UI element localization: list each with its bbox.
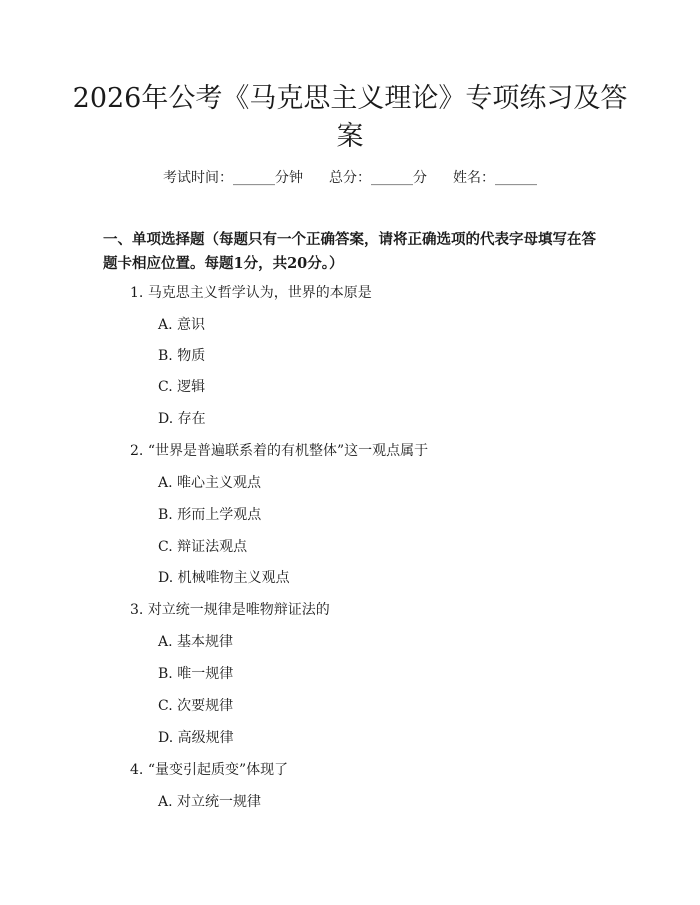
option-text: 对立统一规律 [177, 794, 262, 810]
question-2 [130, 441, 428, 461]
section-heading: 一、单项选择题（每题只有一个正确答案，请将正确选项的代表字母填写在答题卡相应位置。每题1分，共20分。） [103, 231, 596, 272]
option-text: 物质 [177, 348, 206, 364]
question-number: 2. [130, 443, 144, 459]
option-text: 存在 [177, 411, 206, 427]
question-text: 对立统一规律是唯物辩证法的 [147, 602, 330, 618]
option-1c[interactable] [158, 377, 205, 397]
option-text: 形而上学观点 [177, 507, 262, 523]
option-2a[interactable] [158, 473, 261, 493]
option-text: 次要规律 [177, 698, 234, 714]
option-letter: A. [158, 475, 173, 491]
option-3c[interactable] [158, 696, 233, 716]
question-text: “世界是普遍联系着的有机整体”这一观点属于 [147, 443, 429, 459]
option-letter: D. [158, 411, 174, 427]
option-text: 意识 [177, 317, 206, 333]
option-4a[interactable] [158, 792, 261, 812]
option-letter: C. [158, 539, 173, 555]
option-3d[interactable] [158, 728, 234, 748]
question-number: 4. [130, 762, 144, 778]
option-letter: A. [158, 317, 173, 333]
option-3a[interactable] [158, 632, 233, 652]
option-text: 机械唯物主义观点 [177, 570, 290, 586]
option-1d[interactable] [158, 409, 206, 429]
option-letter: D. [158, 570, 174, 586]
option-2d[interactable] [158, 568, 290, 588]
option-letter: C. [158, 379, 173, 395]
question-4 [130, 760, 288, 780]
exam-meta [0, 168, 700, 188]
option-letter: A. [158, 634, 173, 650]
option-1a[interactable] [158, 315, 205, 335]
option-text: 唯心主义观点 [177, 475, 262, 491]
name-label: 姓名：______ [453, 170, 537, 186]
question-text: “量变引起质变”体现了 [147, 762, 289, 778]
question-3 [130, 600, 330, 620]
option-letter: A. [158, 794, 173, 810]
option-1b[interactable] [158, 346, 205, 366]
option-letter: B. [158, 666, 173, 682]
option-text: 唯一规律 [177, 666, 234, 682]
question-number: 3. [130, 602, 144, 618]
question-text: 马克思主义哲学认为，世界的本原是 [147, 285, 372, 301]
time-label: 考试时间：______分钟 [163, 170, 303, 186]
option-text: 基本规律 [177, 634, 234, 650]
option-3b[interactable] [158, 664, 233, 684]
option-text: 高级规律 [177, 730, 234, 746]
option-letter: B. [158, 348, 173, 364]
page-title: 2026年公考《马克思主义理论》专项练习及答案 [72, 83, 628, 152]
question-1 [130, 283, 372, 303]
option-2b[interactable] [158, 505, 261, 525]
option-2c[interactable] [158, 537, 247, 557]
option-letter: B. [158, 507, 173, 523]
option-letter: D. [158, 730, 174, 746]
option-text: 辩证法观点 [177, 539, 248, 555]
option-letter: C. [158, 698, 173, 714]
score-label: 总分：______分 [329, 170, 427, 186]
question-number: 1. [130, 285, 144, 301]
option-text: 逻辑 [177, 379, 206, 395]
